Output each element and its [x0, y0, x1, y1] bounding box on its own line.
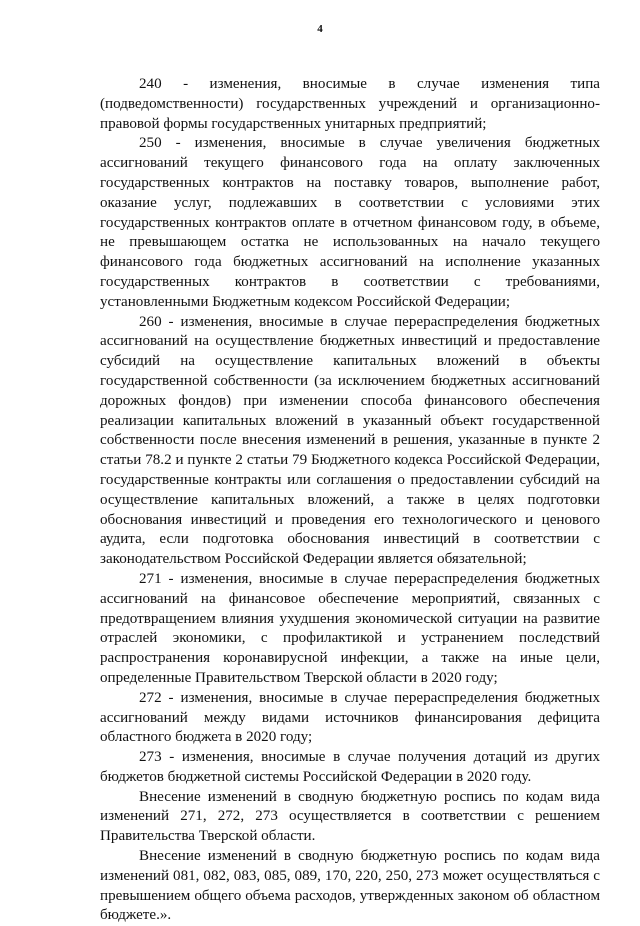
paragraph-code-240: 240 - изменения, вносимые в случае изменения типа (подведомственности) государственных учреждений и организационно-правовой формы государственных унитарных предприятий; — [100, 76, 600, 132]
paragraph-code-260: 260 - изменения, вносимые в случае перераспределения бюджетных ассигнований на осуществление бюджетных инвестиций и предоставление субсидий на осуществление капитальных вложений в объекты государственной собственности (за исключением бюджетных ассигнований дорожных фондов) при изменении способа финансового обеспечения реализации капитальных вложений в указанный объект государственной собственности после внесения изменений в решения, указанные в пункте 2 статьи 78.2 и пункте 2 статьи 79 Бюджетного кодекса Российской Федерации, государственные контракты или соглашения о предоставлении субсидий на осуществление капитальных вложений, а также в целях подготовки обоснования инвестиций и проведения его технологического и ценового аудита, если подготовка обоснования инвестиций в соответствии с законодательством Российской Федерации является обязательной; — [100, 313, 600, 568]
paragraph-code-272: 272 - изменения, вносимые в случае перераспределения бюджетных ассигнований между видами источников финансирования дефицита областного бюджета в 2020 году; — [100, 689, 600, 746]
paragraph-code-271: 271 - изменения, вносимые в случае перераспределения бюджетных ассигнований на финансовое обеспечение мероприятий, связанных с предотвращением влияния ухудшения экономической ситуации на развитие отраслей экономики, с профилактикой и устранением последствий распространения коронавирусной инфекции, а также на иные цели, определенные Правительством Тверской области в 2020 году; — [100, 570, 600, 686]
document-body — [100, 75, 600, 926]
paragraph-code-273: 273 - изменения, вносимые в случае получения дотаций из других бюджетов бюджетной системы Российской Федерации в 2020 году. — [100, 749, 600, 785]
paragraph-exceeding-expenses: Внесение изменений в сводную бюджетную роспись по кодам вида изменений 081, 082, 083, 085, 089, 170, 220, 250, 273 может осуществляться с превышением общего объема расходов, утвержденных законом об областном бюджете.». — [100, 848, 600, 924]
paragraph-government-decision: Внесение изменений в сводную бюджетную роспись по кодам вида изменений 271, 272, 273 осуществляется в соответствии с решением Правительства Тверской области. — [100, 788, 600, 845]
page-number: 4 — [317, 23, 323, 35]
paragraph-code-250: 250 - изменения, вносимые в случае увеличения бюджетных ассигнований текущего финансового года на оплату заключенных государственных контрактов на поставку товаров, выполнение работ, оказание услуг, подлежавших в соответствии с условиями этих государственных контрактов оплате в отчетном финансовом году, в объеме, не превышающем остатка не использованных на начало текущего финансового года бюджетных ассигнований на исполнение указанных государственных контрактов в соответствии с требованиями, установленными Бюджетным кодексом Российской Федерации; — [100, 135, 600, 310]
